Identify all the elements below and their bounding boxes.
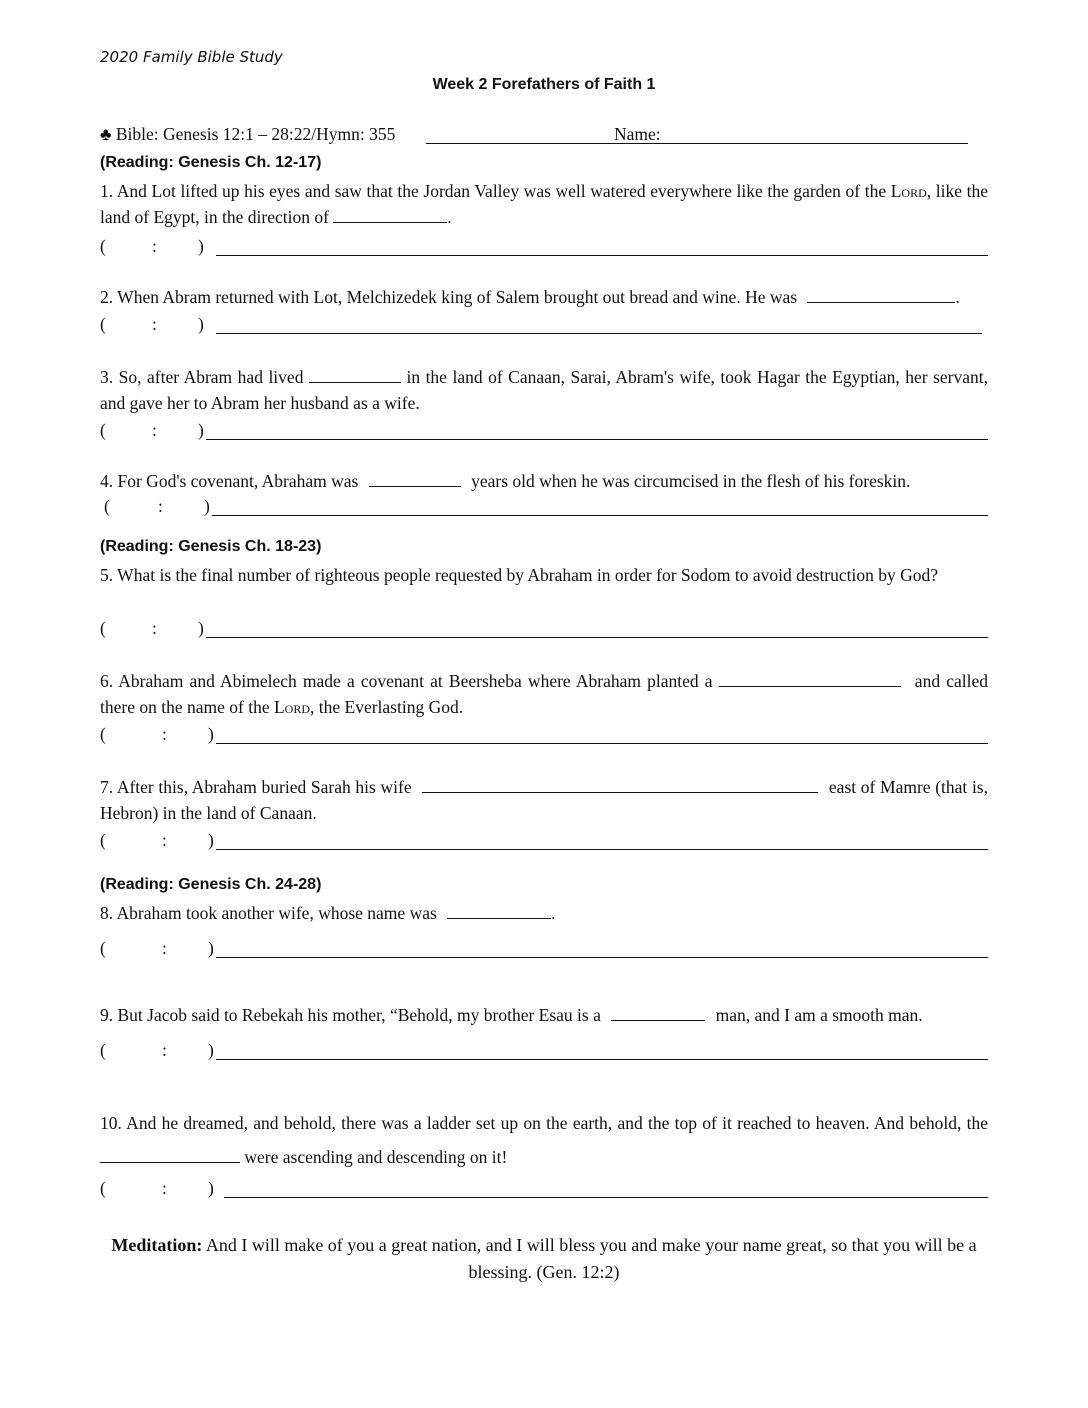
verse-answer-line-2[interactable] (216, 333, 982, 334)
verse-reference-9: ( : ) (100, 1040, 988, 1062)
question-10: 10. And he dreamed, and behold, there was a ladder set up on the earth, and the top of it reached to heaven. And behold, the were ascending and descending on it! (100, 1113, 988, 1167)
verse-answer-line-1[interactable] (216, 255, 988, 256)
question-3: 3. So, after Abram had lived in the land of Canaan, Sarai, Abram's wife, took Hagar the Egyptian, her servant, and gave her to Abram her husband as a wife. (100, 364, 988, 416)
answer-blank-8[interactable] (447, 900, 551, 919)
header-course-label: 2020 Family Bible Study (100, 48, 283, 66)
question-8: 8. Abraham took another wife, whose name was . (100, 900, 988, 926)
verse-answer-line-3[interactable] (206, 439, 988, 440)
verse-reference-5: ( : ) (100, 618, 988, 640)
verse-reference-2: ( : ) (100, 314, 988, 336)
verse-reference-7: ( : ) (100, 830, 988, 852)
bible-info-line (100, 124, 968, 146)
section-heading-1: (Reading: Genesis Ch. 12-17) (100, 154, 322, 171)
verse-answer-line-7[interactable] (216, 849, 988, 850)
section-heading-2: (Reading: Genesis Ch. 18-23) (100, 538, 322, 555)
verse-answer-line-10[interactable] (224, 1197, 988, 1198)
question-4: 4. For God's covenant, Abraham was years old when he was circumcised in the flesh of his foreskin. (100, 468, 988, 494)
verse-answer-line-4[interactable] (212, 515, 988, 516)
verse-answer-line-9[interactable] (216, 1059, 988, 1060)
answer-blank-3[interactable] (309, 364, 401, 383)
answer-blank-2[interactable] (807, 284, 955, 303)
verse-reference-6: ( : ) (100, 724, 988, 746)
question-2: 2. When Abram returned with Lot, Melchizedek king of Salem brought out bread and wine. He was . (100, 284, 988, 310)
verse-answer-line-6[interactable] (216, 743, 988, 744)
meditation-text: And I will make of you a great nation, and I will bless you and make your name great, so that you will be a blessing. (Gen. 12:2) (202, 1235, 977, 1282)
verse-answer-line-5[interactable] (206, 637, 988, 638)
page-title: Week 2 Forefathers of Faith 1 (432, 76, 656, 93)
answer-blank-7[interactable] (422, 774, 818, 793)
question-9: 9. But Jacob said to Rebekah his mother, “Behold, my brother Esau is a man, and I am a smooth man. (100, 1002, 988, 1028)
question-5: 5. What is the final number of righteous people requested by Abraham in order for Sodom to avoid destruction by God? (100, 565, 939, 585)
answer-blank-6[interactable] (719, 668, 901, 687)
bible-reference: ♣ Bible: Genesis 12:1 – 28:22/Hymn: 355 (100, 124, 396, 144)
answer-blank-9[interactable] (611, 1002, 705, 1021)
name-label: Name: (614, 124, 661, 144)
question-6: 6. Abraham and Abimelech made a covenant at Beersheba where Abraham planted a and called there on the name of the Lord, the Everlasting God. (100, 668, 988, 720)
answer-blank-10[interactable] (100, 1144, 240, 1163)
verse-reference-8: ( : ) (100, 938, 988, 960)
question-7: 7. After this, Abraham buried Sarah his wife east of Mamre (that is, Hebron) in the land of Canaan. (100, 774, 988, 826)
meditation-label: Meditation: (111, 1235, 203, 1255)
verse-reference-3: ( : ) (100, 420, 988, 442)
answer-blank-1[interactable] (333, 204, 447, 223)
meditation-verse (100, 1232, 988, 1286)
verse-reference-1: ( : ) (100, 236, 988, 258)
name-field[interactable] (668, 143, 968, 144)
verse-reference-10: ( : ) (100, 1178, 988, 1200)
answer-blank-4[interactable] (369, 468, 461, 487)
section-heading-3: (Reading: Genesis Ch. 24-28) (100, 876, 322, 893)
question-1: 1. And Lot lifted up his eyes and saw that the Jordan Valley was well watered everywhere like the garden of the Lord, like the land of Egypt, in the direction of . (100, 181, 988, 227)
verse-answer-line-8[interactable] (216, 957, 988, 958)
verse-reference-4: ( : ) (100, 496, 988, 518)
